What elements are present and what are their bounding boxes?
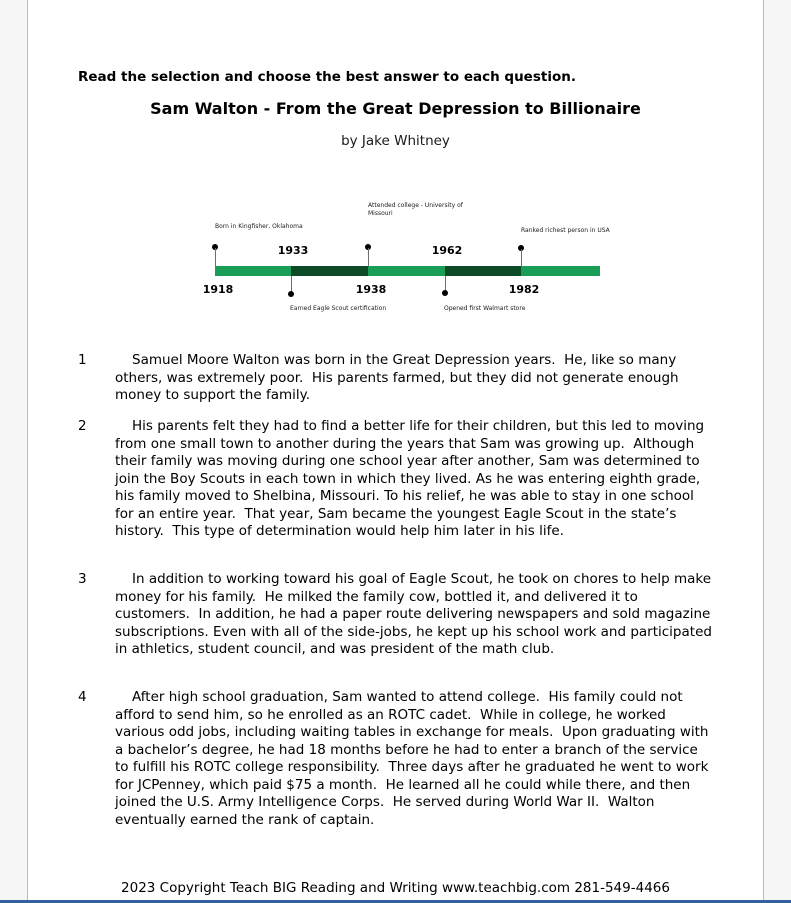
timeline-bar bbox=[215, 266, 600, 276]
timeline-marker-dot bbox=[442, 290, 448, 296]
paragraph-2 bbox=[78, 418, 715, 541]
timeline-event-label: Opened first Walmart store bbox=[444, 305, 526, 312]
timeline-year: 1933 bbox=[277, 244, 309, 257]
paragraph-4 bbox=[78, 689, 715, 829]
paragraph-text: His parents felt they had to find a better life for their children, but this led to moving from one small town to another during the years that Sam was growing up. Although their family was moving during one school year after another, Sam was determined to join the Boy Scouts in each town in which they lived. As he was entering eighth grade, his family moved to Shelbina, Missouri. To his relief, he was able to stay in one school for an entire year. That year, Sam became the youngest Eagle Scout in the state’s history. This type of determination would help him later in his life. bbox=[115, 418, 709, 539]
paragraph-text: After high school graduation, Sam wanted to attend college. His family could not afford to send him, so he enrolled as an ROTC cadet. While in college, he worked various odd jobs, including waiting tables in exchange for meals. Upon graduating with a bachelor’s degree, he had 18 months before he had to enter a branch of the service to fulfill his ROTC college responsibility. Three days after he graduated he went to work for JCPenney, which paid $75 a month. He learned all he could while there, and then joined the U.S. Army Intelligence Corps. He served during World War II. Walton eventually earned the rank of captain. bbox=[115, 689, 713, 828]
timeline-segment bbox=[445, 266, 521, 276]
paragraph-number: 4 bbox=[78, 689, 87, 705]
timeline-marker-dot bbox=[288, 291, 294, 297]
paragraph-1 bbox=[78, 352, 715, 405]
paragraph-text: Samuel Moore Walton was born in the Great Depression years. He, like so many others, was extremely poor. His parents farmed, but they did not generate enough money to support the family. bbox=[115, 352, 683, 403]
document-page bbox=[27, 0, 764, 903]
timeline-marker-stem bbox=[368, 248, 369, 266]
timeline-segment bbox=[215, 266, 291, 276]
paragraph-number: 3 bbox=[78, 571, 87, 587]
paragraph-text: In addition to working toward his goal of Eagle Scout, he took on chores to help make money for his family. He milked the family cow, bottled it, and delivered it to customers. In addition, he had a paper route delivering newspapers and sold magazine subscriptions. Even with all of the side-jobs, he kept up his school work and participated in athletics, student council, and was president of the math club. bbox=[115, 571, 717, 657]
timeline-segment bbox=[368, 266, 445, 276]
timeline-segment bbox=[521, 266, 600, 276]
timeline-year: 1962 bbox=[431, 244, 463, 257]
timeline-year: 1982 bbox=[508, 283, 540, 296]
timeline-event-label: Ranked richest person in USA bbox=[521, 227, 610, 234]
timeline-marker-stem bbox=[215, 248, 216, 266]
timeline-marker-stem bbox=[521, 249, 522, 266]
paragraph-number: 1 bbox=[78, 352, 87, 368]
page-title: Sam Walton - From the Great Depression to Billionaire bbox=[150, 99, 641, 118]
timeline-segment bbox=[291, 266, 368, 276]
timeline-year: 1938 bbox=[355, 283, 387, 296]
instructions-text: Read the selection and choose the best answer to each question. bbox=[78, 69, 576, 85]
byline: by Jake Whitney bbox=[341, 133, 450, 149]
timeline-year: 1918 bbox=[202, 283, 234, 296]
paragraph-number: 2 bbox=[78, 418, 87, 434]
paragraph-3 bbox=[78, 571, 715, 659]
timeline-event-label: Born in Kingfisher, Oklahoma bbox=[215, 223, 303, 230]
copyright-footer: 2023 Copyright Teach BIG Reading and Writing www.teachbig.com 281-549-4466 bbox=[121, 880, 670, 896]
timeline-event-label: Attended college - University of Missouri bbox=[368, 202, 463, 217]
timeline-event-label: Earned Eagle Scout certification bbox=[290, 305, 387, 312]
